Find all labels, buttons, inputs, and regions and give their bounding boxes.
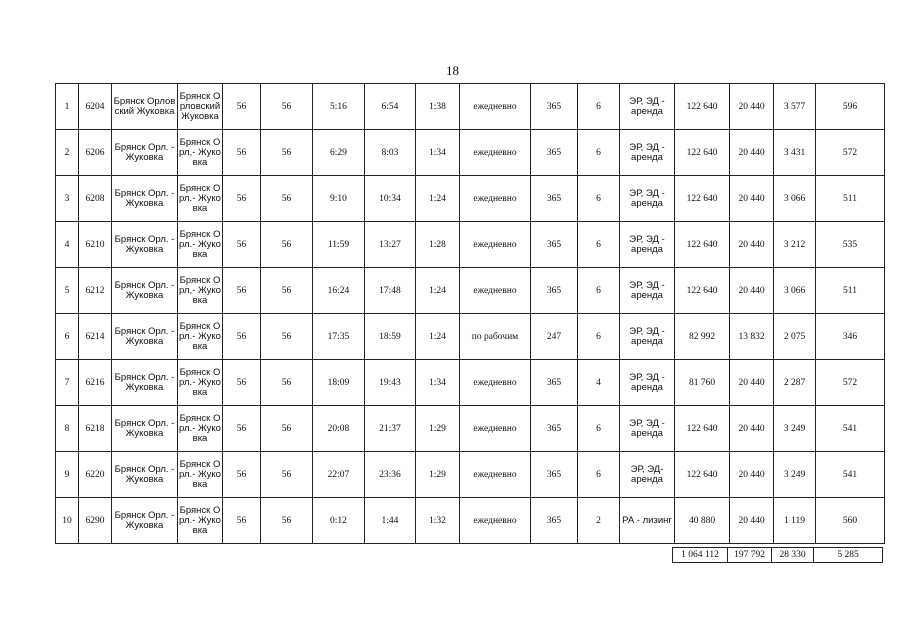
table-row (56, 130, 885, 176)
route-to: Брянск Орл.- Жуковка (178, 452, 223, 498)
car-count: 6 (578, 176, 620, 222)
route-to: Брянск Орл.- Жуковка (178, 406, 223, 452)
route-to: Брянск Орл,- Жуковка (178, 130, 223, 176)
car-count: 6 (578, 406, 620, 452)
schedule-days: ежедневно (460, 498, 531, 544)
route-to: Брянск Орл.- Жуковка (178, 222, 223, 268)
row-number: 9 (56, 452, 79, 498)
departure-time: 0:12 (313, 498, 365, 544)
route-from: Брянск Орл. - Жуковка (112, 406, 178, 452)
car-count: 6 (578, 222, 620, 268)
departure-time: 16:24 (313, 268, 365, 314)
train-number: 6208 (79, 176, 112, 222)
capacity-2: 56 (261, 360, 313, 406)
train-number: 6212 (79, 268, 112, 314)
arrival-time: 13:27 (365, 222, 416, 268)
value-3: 3 577 (774, 84, 816, 130)
arrival-time: 6:54 (365, 84, 416, 130)
schedule-table (55, 83, 885, 544)
capacity-2: 56 (261, 498, 313, 544)
departure-time: 18:09 (313, 360, 365, 406)
value-2: 20 440 (730, 268, 774, 314)
route-to: Брянск Орл.- Жуковка (178, 314, 223, 360)
schedule-days: ежедневно (460, 360, 531, 406)
arrival-time: 8:03 (365, 130, 416, 176)
rolling-stock-type: ЭР, ЭД - аренда (620, 314, 675, 360)
car-count: 6 (578, 314, 620, 360)
table-row (56, 176, 885, 222)
capacity-1: 56 (223, 84, 261, 130)
arrival-time: 19:43 (365, 360, 416, 406)
value-1: 40 880 (675, 498, 730, 544)
value-1: 122 640 (675, 222, 730, 268)
row-number: 2 (56, 130, 79, 176)
travel-duration: 1:34 (416, 360, 460, 406)
table-row (56, 314, 885, 360)
travel-duration: 1:29 (416, 452, 460, 498)
days-per-year: 365 (531, 176, 578, 222)
car-count: 6 (578, 268, 620, 314)
departure-time: 5:16 (313, 84, 365, 130)
capacity-1: 56 (223, 360, 261, 406)
capacity-1: 56 (223, 268, 261, 314)
value-4: 541 (816, 406, 885, 452)
rolling-stock-type: ЭР, ЭД - аренда (620, 222, 675, 268)
train-number: 6206 (79, 130, 112, 176)
capacity-2: 56 (261, 406, 313, 452)
value-4: 560 (816, 498, 885, 544)
table-row (56, 84, 885, 130)
row-number: 5 (56, 268, 79, 314)
value-1: 122 640 (675, 176, 730, 222)
capacity-2: 56 (261, 84, 313, 130)
departure-time: 22:07 (313, 452, 365, 498)
value-4: 572 (816, 130, 885, 176)
capacity-2: 56 (261, 452, 313, 498)
value-4: 572 (816, 360, 885, 406)
travel-duration: 1:24 (416, 268, 460, 314)
total-v2: 197 792 (728, 548, 772, 563)
arrival-time: 1:44 (365, 498, 416, 544)
arrival-time: 18:59 (365, 314, 416, 360)
value-2: 20 440 (730, 130, 774, 176)
days-per-year: 365 (531, 268, 578, 314)
capacity-2: 56 (261, 176, 313, 222)
row-number: 10 (56, 498, 79, 544)
arrival-time: 21:37 (365, 406, 416, 452)
schedule-days: ежедневно (460, 406, 531, 452)
travel-duration: 1:24 (416, 314, 460, 360)
value-4: 511 (816, 268, 885, 314)
days-per-year: 365 (531, 406, 578, 452)
arrival-time: 10:34 (365, 176, 416, 222)
rolling-stock-type: ЭР, ЭД - аренда (620, 130, 675, 176)
car-count: 6 (578, 84, 620, 130)
departure-time: 20:08 (313, 406, 365, 452)
train-number: 6218 (79, 406, 112, 452)
value-1: 81 760 (675, 360, 730, 406)
rolling-stock-type: ЭР, ЭД - аренда (620, 176, 675, 222)
value-3: 2 075 (774, 314, 816, 360)
rolling-stock-type: ЭР, ЭД- аренда (620, 452, 675, 498)
route-to: Брянск Орловский Жуковка (178, 84, 223, 130)
route-from: Брянск Орл. - Жуковка (112, 498, 178, 544)
row-number: 4 (56, 222, 79, 268)
value-1: 122 640 (675, 406, 730, 452)
train-number: 6214 (79, 314, 112, 360)
days-per-year: 365 (531, 222, 578, 268)
travel-duration: 1:29 (416, 406, 460, 452)
train-number: 6210 (79, 222, 112, 268)
table-row (56, 406, 885, 452)
capacity-1: 56 (223, 222, 261, 268)
departure-time: 17:35 (313, 314, 365, 360)
rolling-stock-type: ЭР, ЭД - аренда (620, 268, 675, 314)
route-from: Брянск Орл. - Жуковка (112, 222, 178, 268)
table-row (56, 268, 885, 314)
capacity-2: 56 (261, 130, 313, 176)
route-to: Брянск Орл,- Жуковка (178, 268, 223, 314)
value-2: 20 440 (730, 360, 774, 406)
days-per-year: 365 (531, 130, 578, 176)
table-row (56, 360, 885, 406)
table-row (56, 452, 885, 498)
value-4: 541 (816, 452, 885, 498)
travel-duration: 1:28 (416, 222, 460, 268)
schedule-days: по рабочим (460, 314, 531, 360)
travel-duration: 1:24 (416, 176, 460, 222)
table-row (56, 222, 885, 268)
route-from: Брянск Орл. - Жуковка (112, 268, 178, 314)
capacity-2: 56 (261, 268, 313, 314)
capacity-1: 56 (223, 406, 261, 452)
train-number: 6290 (79, 498, 112, 544)
route-from: Брянск Орловский Жуковка (112, 84, 178, 130)
row-number: 7 (56, 360, 79, 406)
route-to: Брянск Орл.- Жуковка (178, 176, 223, 222)
total-v3: 28 330 (772, 548, 814, 563)
value-3: 3 066 (774, 268, 816, 314)
departure-time: 6:29 (313, 130, 365, 176)
totals-table (672, 547, 883, 563)
value-2: 20 440 (730, 176, 774, 222)
route-to: Брянск Орл.- Жуковка (178, 498, 223, 544)
value-4: 511 (816, 176, 885, 222)
total-v1: 1 064 112 (673, 548, 728, 563)
row-number: 6 (56, 314, 79, 360)
arrival-time: 17:48 (365, 268, 416, 314)
schedule-days: ежедневно (460, 268, 531, 314)
value-4: 535 (816, 222, 885, 268)
value-3: 3 249 (774, 406, 816, 452)
value-2: 20 440 (730, 498, 774, 544)
route-from: Брянск Орл. - Жуковка (112, 360, 178, 406)
route-from: Брянск Орл. - Жуковка (112, 314, 178, 360)
value-1: 82 992 (675, 314, 730, 360)
car-count: 4 (578, 360, 620, 406)
value-4: 596 (816, 84, 885, 130)
travel-duration: 1:32 (416, 498, 460, 544)
row-number: 8 (56, 406, 79, 452)
travel-duration: 1:34 (416, 130, 460, 176)
route-from: Брянск Орл. - Жуковка (112, 176, 178, 222)
capacity-2: 56 (261, 314, 313, 360)
capacity-1: 56 (223, 176, 261, 222)
row-number: 1 (56, 84, 79, 130)
capacity-2: 56 (261, 222, 313, 268)
value-3: 3 212 (774, 222, 816, 268)
value-1: 122 640 (675, 84, 730, 130)
capacity-1: 56 (223, 130, 261, 176)
days-per-year: 365 (531, 360, 578, 406)
value-4: 346 (816, 314, 885, 360)
route-from: Брянск Орл. - Жуковка (112, 130, 178, 176)
value-1: 122 640 (675, 452, 730, 498)
page-number: 18 (446, 63, 459, 78)
days-per-year: 365 (531, 498, 578, 544)
departure-time: 11:59 (313, 222, 365, 268)
value-1: 122 640 (675, 268, 730, 314)
departure-time: 9:10 (313, 176, 365, 222)
capacity-1: 56 (223, 452, 261, 498)
table-row (56, 498, 885, 544)
schedule-days: ежедневно (460, 222, 531, 268)
car-count: 6 (578, 130, 620, 176)
value-3: 1 119 (774, 498, 816, 544)
value-1: 122 640 (675, 130, 730, 176)
value-2: 20 440 (730, 222, 774, 268)
value-3: 3 249 (774, 452, 816, 498)
capacity-1: 56 (223, 314, 261, 360)
car-count: 6 (578, 452, 620, 498)
schedule-days: ежедневно (460, 176, 531, 222)
value-2: 20 440 (730, 406, 774, 452)
rolling-stock-type: ЭР, ЭД - аренда (620, 406, 675, 452)
rolling-stock-type: ЭР, ЭД - аренда (620, 84, 675, 130)
value-2: 20 440 (730, 84, 774, 130)
train-number: 6216 (79, 360, 112, 406)
route-to: Брянск Орл.- Жуковка (178, 360, 223, 406)
value-3: 2 287 (774, 360, 816, 406)
row-number: 3 (56, 176, 79, 222)
travel-duration: 1:38 (416, 84, 460, 130)
schedule-days: ежедневно (460, 130, 531, 176)
value-3: 3 066 (774, 176, 816, 222)
train-number: 6204 (79, 84, 112, 130)
capacity-1: 56 (223, 498, 261, 544)
rolling-stock-type: РА - лизинг (620, 498, 675, 544)
total-v4: 5 285 (814, 548, 883, 563)
days-per-year: 247 (531, 314, 578, 360)
value-3: 3 431 (774, 130, 816, 176)
arrival-time: 23:36 (365, 452, 416, 498)
days-per-year: 365 (531, 84, 578, 130)
train-number: 6220 (79, 452, 112, 498)
route-from: Брянск Орл. - Жуковка (112, 452, 178, 498)
rolling-stock-type: ЭР, ЭД - аренда (620, 360, 675, 406)
value-2: 20 440 (730, 452, 774, 498)
totals-row (673, 548, 883, 563)
value-2: 13 832 (730, 314, 774, 360)
schedule-days: ежедневно (460, 84, 531, 130)
days-per-year: 365 (531, 452, 578, 498)
car-count: 2 (578, 498, 620, 544)
schedule-days: ежедневно (460, 452, 531, 498)
